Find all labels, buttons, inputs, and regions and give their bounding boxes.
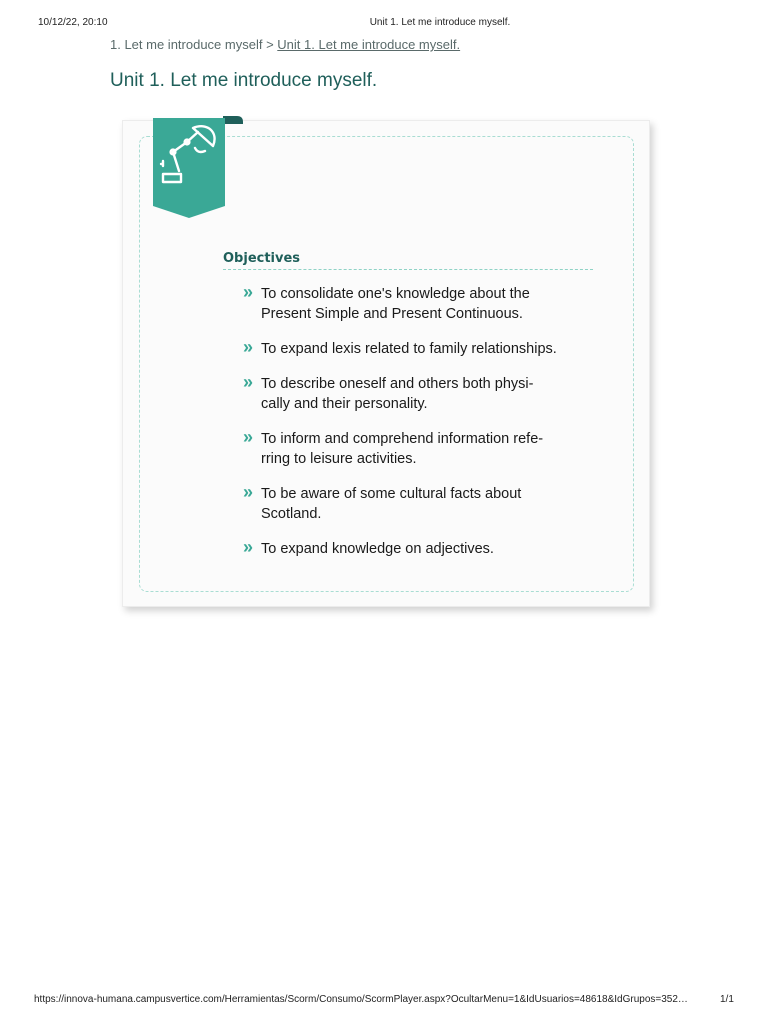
objective-text-line: rring to leisure activities. xyxy=(261,451,417,467)
objective-item xyxy=(223,429,593,469)
breadcrumb xyxy=(110,37,460,52)
objective-item xyxy=(223,484,593,524)
objective-text-line: To inform and comprehend information refe- xyxy=(261,431,544,447)
print-page-number: 1/1 xyxy=(720,994,734,1005)
objective-text-line: To describe oneself and others both physi- xyxy=(261,376,534,392)
objectives-section xyxy=(223,251,593,574)
double-chevron-icon: » xyxy=(243,537,254,557)
objective-item xyxy=(223,284,593,324)
breadcrumb-separator: > xyxy=(262,37,278,52)
objective-text-line: Scotland. xyxy=(261,506,322,522)
print-footer-url: https://innova-humana.campusvertice.com/Herramientas/Scorm/Consumo/ScormPlayer.aspx?OcultarMenu=1&IdUsuarios=48618&IdGrupos=352… xyxy=(34,994,688,1005)
objective-text-line: To expand knowledge on adjectives. xyxy=(261,541,494,557)
objective-text-line: To be aware of some cultural facts about xyxy=(261,486,522,502)
objectives-heading: Objectives xyxy=(223,251,593,270)
print-page-title: Unit 1. Let me introduce myself. xyxy=(369,17,511,28)
objective-item xyxy=(223,539,593,559)
objective-text-line: Present Simple and Present Continuous. xyxy=(261,306,523,322)
desk-lamp-ribbon xyxy=(151,116,245,221)
objective-text-line: cally and their personality. xyxy=(261,396,428,412)
double-chevron-icon: » xyxy=(243,427,254,447)
breadcrumb-parent[interactable]: 1. Let me introduce myself xyxy=(110,37,263,52)
objectives-list xyxy=(223,284,593,559)
objectives-card xyxy=(122,120,650,607)
objective-text-line: To consolidate one's knowledge about the xyxy=(261,286,530,302)
page-title: Unit 1. Let me introduce myself. xyxy=(110,70,378,91)
objective-item xyxy=(223,374,593,414)
double-chevron-icon: » xyxy=(243,282,254,302)
objective-text-line: To expand lexis related to family relationships. xyxy=(261,341,557,357)
breadcrumb-current-link[interactable]: Unit 1. Let me introduce myself. xyxy=(277,37,461,52)
print-datetime: 10/12/22, 20:10 xyxy=(38,17,108,28)
objective-item xyxy=(223,339,593,359)
double-chevron-icon: » xyxy=(243,482,254,502)
double-chevron-icon: » xyxy=(243,337,254,357)
double-chevron-icon: » xyxy=(243,372,254,392)
